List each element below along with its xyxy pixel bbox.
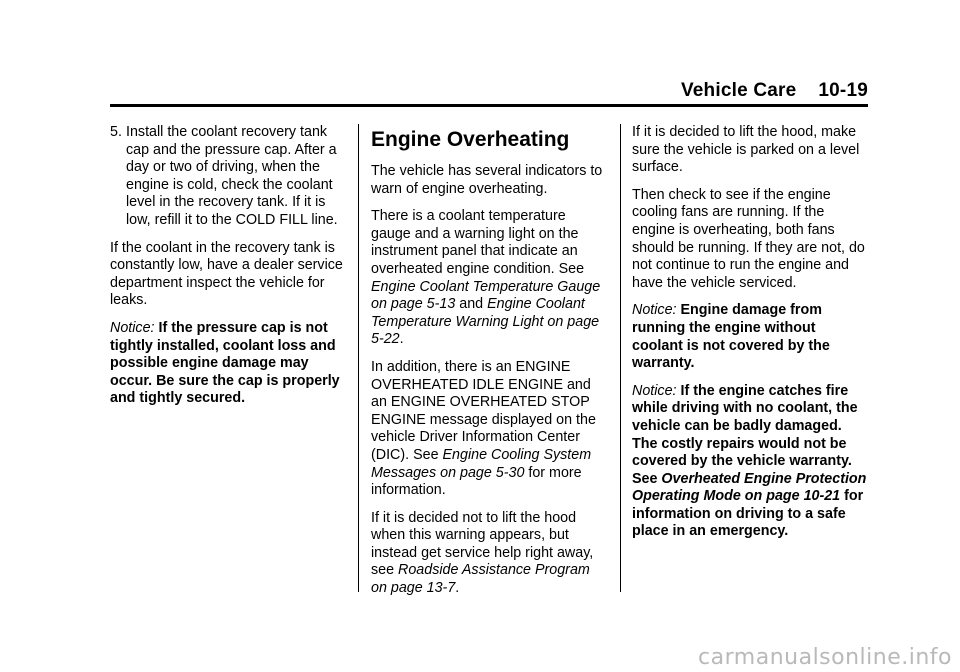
column-3 <box>632 124 868 551</box>
text-run: for more information. <box>371 464 582 499</box>
text-run: If it is decided not to lift the hood when this warning appears, but instead get service help right away, see <box>371 509 594 579</box>
column-2 <box>371 124 608 608</box>
notice-text: Engine damage from running the engine without coolant is not covered by the warranty. <box>632 302 830 372</box>
paragraph: If the coolant in the recovery tank is constantly low, have a dealer service department inspect the vehicle for leaks. <box>110 239 343 309</box>
page-header <box>110 80 868 106</box>
notice-label: Notice: <box>110 319 155 336</box>
step-5 <box>110 124 345 230</box>
text-run: . <box>455 580 460 597</box>
notice-text: for information on driving to a safe place in an emergency. <box>632 488 864 540</box>
paragraph <box>371 359 608 500</box>
section-heading: Engine Overheating <box>371 128 570 151</box>
notice-label: Notice: <box>632 382 677 399</box>
step-text: Install the coolant recovery tank cap and the pressure cap. After a day or two of driving, when the engine is cold, check the coolant level in the recovery tank. If it is low, refill it to the COLD FILL line. <box>126 124 338 228</box>
cross-reference-link[interactable]: Engine Coolant Temperature Gauge on page 5-13 <box>371 278 601 313</box>
header-title <box>681 80 868 102</box>
page-number: 10-19 <box>818 80 868 101</box>
paragraph: If it is decided to lift the hood, make sure the vehicle is parked on a level surface. <box>632 124 860 176</box>
cross-reference-link[interactable]: Roadside Assistance Program on page 13-7 <box>371 562 590 597</box>
watermark: carmanualsonline.info <box>698 645 952 670</box>
step-number: 5. <box>110 124 122 140</box>
text-run: There is a coolant temperature gauge and a warning light on the instrument panel that indicate an overheated engine condition. See <box>371 208 585 277</box>
notice <box>110 320 345 408</box>
cross-reference-link[interactable]: Engine Coolant Temperature Warning Light on page 5-22 <box>371 296 600 348</box>
section-title: Vehicle Care <box>680 80 797 101</box>
column-divider-2 <box>620 124 621 592</box>
text-run: . <box>399 331 404 348</box>
text-run: In addition, there is an ENGINE OVERHEATED IDLE ENGINE and an ENGINE OVERHEATED STOP ENGINE message displayed on the vehicle Driver Information Center (DIC). See <box>371 358 596 463</box>
cross-reference-link[interactable]: Overheated Engine Protection Operating Mode on page 10-21 <box>632 470 867 505</box>
notice <box>632 383 868 541</box>
cross-reference-link[interactable]: Engine Cooling System Messages on page 5-30 <box>371 446 592 481</box>
notice <box>632 302 868 372</box>
column-divider-1 <box>358 124 359 592</box>
paragraph <box>371 510 608 598</box>
notice-text: If the pressure cap is not tightly installed, coolant loss and possible engine damage may occur. Be sure the cap is properly and tightly secured. <box>110 319 340 407</box>
paragraph <box>371 208 608 349</box>
notice-text: If the engine catches fire while driving with no coolant, the vehicle can be badly damaged. The costly repairs would not be covered by the vehicle warranty. See <box>632 382 858 487</box>
paragraph: Then check to see if the engine cooling fans are running. If the engine is overheating, both fans should be running. If they are not, do not continue to run the engine and have the vehicle serviced. <box>632 186 865 291</box>
text-run: and <box>455 296 488 313</box>
column-1 <box>110 124 345 418</box>
notice-label: Notice: <box>632 302 677 319</box>
header-rule <box>110 104 868 107</box>
paragraph: The vehicle has several indicators to warn of engine overheating. <box>371 163 603 197</box>
